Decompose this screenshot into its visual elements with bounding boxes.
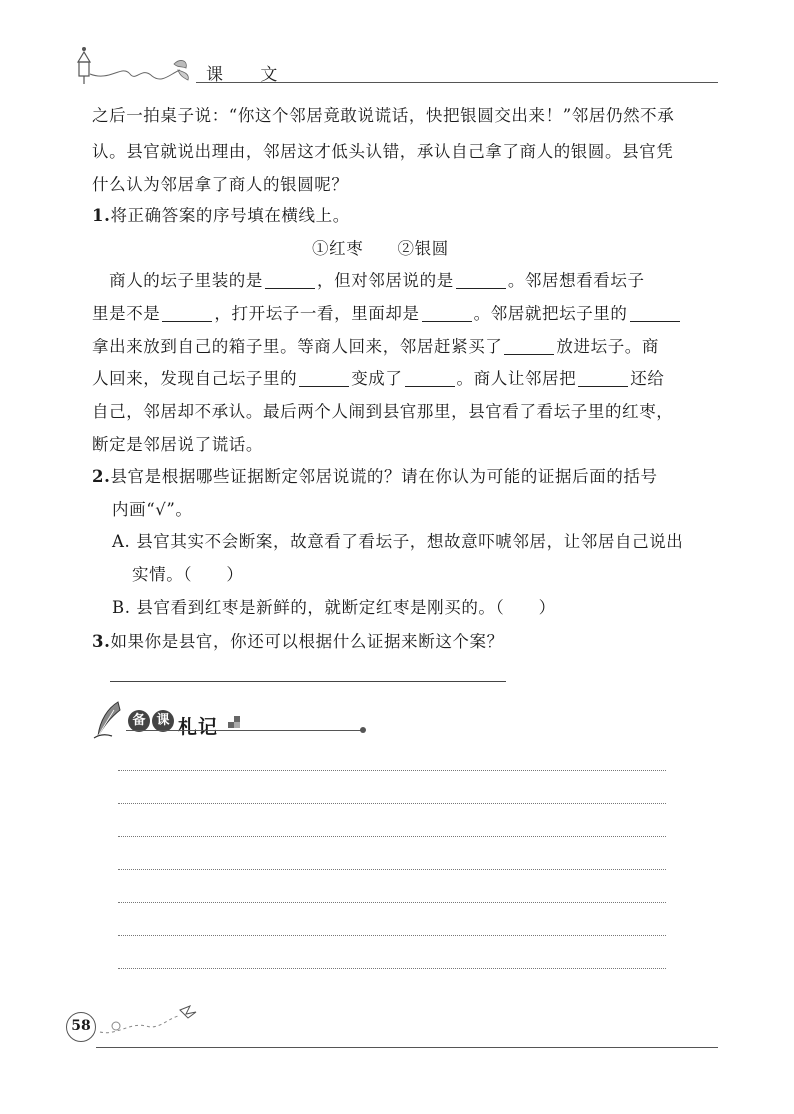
page-header: [0, 0, 794, 100]
fill-line-4: 人回来，发现自己坛子里的 变成了 。商人让邻居把 还给: [92, 369, 665, 388]
question-2-prompt-cont: 内画“√”。: [112, 500, 193, 519]
footer-rule: [96, 1047, 718, 1048]
question-1: [92, 206, 702, 226]
option-a: A. 县官其实不会断案，故意看了看坛子，想故意吓唬邻居，让邻居自己说出: [112, 532, 684, 551]
fill-line-5: 自己，邻居却不承认。最后两个人闹到县官那里，县官看了看坛子里的红枣，: [92, 402, 674, 421]
question-1-prompt: 将正确答案的序号填在横线上。: [110, 206, 350, 225]
page-number: 58: [66, 1012, 96, 1042]
answer-blank[interactable]: [265, 272, 315, 289]
notes-rule: [126, 730, 362, 731]
question-3-number: 3.: [92, 632, 111, 651]
checker-square-icon: [228, 716, 242, 730]
note-line[interactable]: [118, 935, 666, 936]
answer-line[interactable]: [110, 681, 506, 682]
notes-title: 札记: [178, 716, 219, 738]
badge-ke: 课: [152, 710, 174, 732]
paragraph-line-2: 认。县官就说出理由，邻居这才低头认错，承认自己拿了商人的银圆。县官凭: [92, 142, 674, 161]
fill-line-1: 商人的坛子里装的是 ，但对邻居说的是 。邻居想看看坛子: [92, 271, 645, 290]
question-3-prompt: 如果你是县官，你还可以根据什么证据来断这个案？: [110, 632, 504, 651]
question-3: [92, 632, 702, 652]
paragraph-line-3: 什么认为邻居拿了商人的银圆呢？: [92, 175, 349, 194]
answer-blank[interactable]: [504, 338, 554, 355]
answer-blank[interactable]: [578, 370, 628, 387]
note-line[interactable]: [118, 836, 666, 837]
question-1-number: 1.: [92, 206, 111, 225]
notes-rule-dot: [360, 727, 366, 733]
question-2-number: 2.: [92, 467, 111, 486]
question-2-prompt: 县官是根据哪些证据断定邻居说谎的？请在你认为可能的证据后面的括号: [110, 467, 658, 486]
badge-bei: 备: [128, 710, 150, 732]
note-line[interactable]: [118, 968, 666, 969]
answer-blank[interactable]: [630, 305, 680, 322]
lamp-vine-decoration-icon: [70, 44, 200, 88]
bird-trail-decoration-icon: [96, 1000, 206, 1040]
answer-blank[interactable]: [405, 370, 455, 387]
fill-line-6: 断定是邻居说了谎话。: [92, 435, 263, 454]
note-line[interactable]: [118, 869, 666, 870]
fill-line-2: 里是不是 ，打开坛子一看，里面却是 。邻居就把坛子里的: [92, 304, 702, 324]
fill-line-3: 拿出来放到自己的箱子里。等商人回来，邻居赶紧买了 放进坛子。商: [92, 337, 660, 356]
answer-blank[interactable]: [299, 370, 349, 387]
option-b: B. 县官看到红枣是新鲜的，就断定红枣是刚买的。（ ）: [112, 598, 556, 617]
option-a-cont: 实情。（ ）: [132, 565, 244, 584]
question-1-options: ①红枣 ②银圆: [312, 239, 449, 258]
note-line[interactable]: [118, 902, 666, 903]
header-rule: [196, 82, 718, 83]
note-line[interactable]: [118, 770, 666, 771]
answer-blank[interactable]: [162, 305, 212, 322]
paragraph-line-1: 之后一拍桌子说：“你这个邻居竟敢说谎话，快把银圆交出来！”邻居仍然不承: [92, 106, 675, 125]
quill-pen-icon: [90, 700, 126, 740]
answer-blank[interactable]: [456, 272, 506, 289]
note-line[interactable]: [118, 803, 666, 804]
answer-blank[interactable]: [422, 305, 472, 322]
section-title: 课 文: [206, 65, 294, 85]
question-2: [92, 467, 702, 487]
